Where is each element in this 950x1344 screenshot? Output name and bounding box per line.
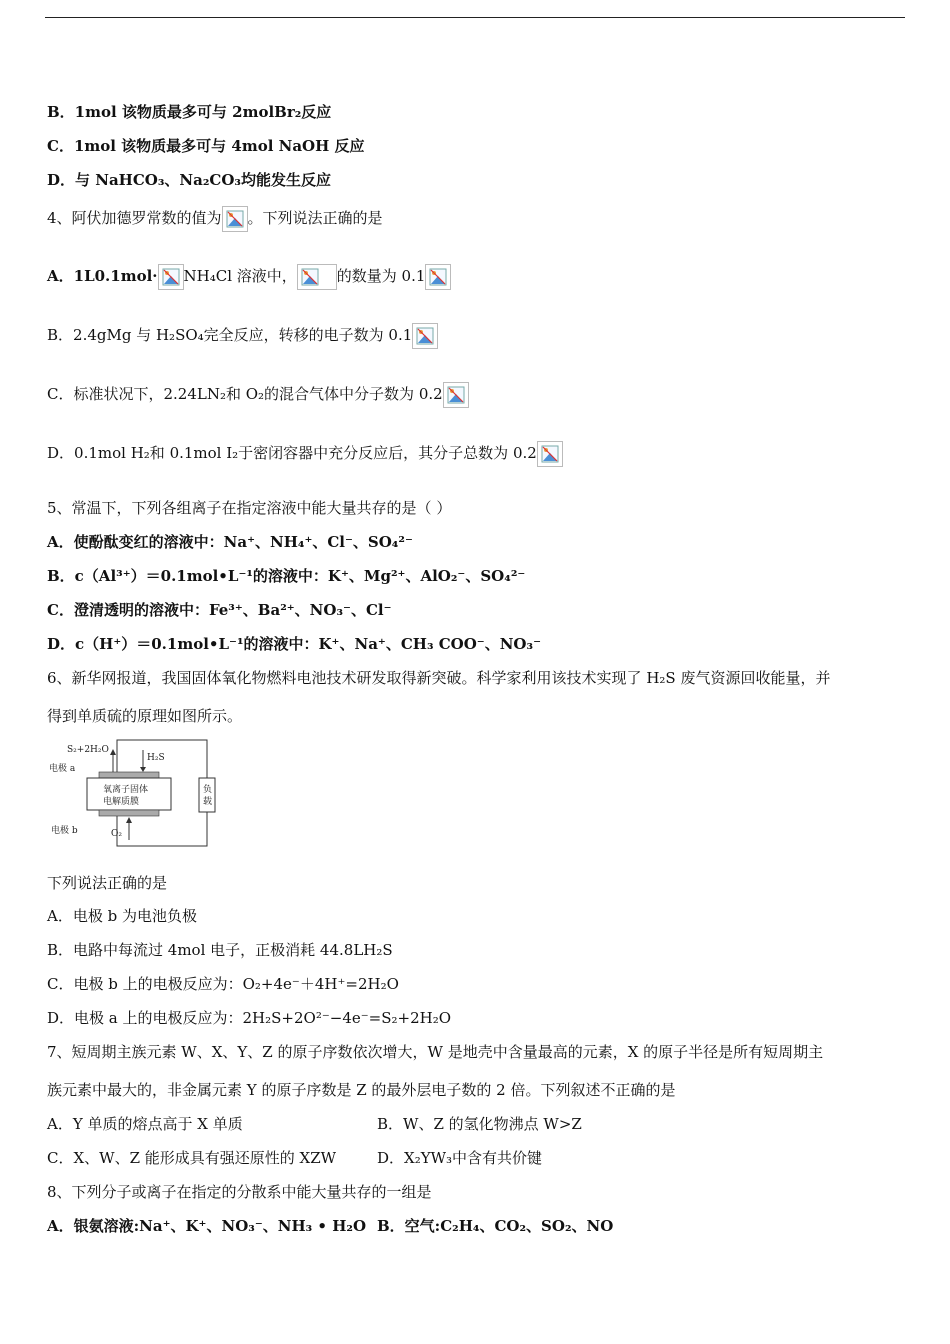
- q5-stem: 5、常温下，下列各组离子在指定溶液中能大量共存的是（ ）: [47, 499, 452, 517]
- q4-option-c-text: C．标准状况下，2.24LN₂和 O₂的混合气体中分子数为 0.2: [47, 385, 443, 403]
- missing-image-icon: [537, 441, 563, 467]
- q4-stem: [47, 206, 383, 232]
- q5-option-c: C．澄清透明的溶液中：Fe³⁺、Ba²⁺、NO₃⁻、Cl⁻: [47, 601, 392, 619]
- q6-ask: 下列说法正确的是: [47, 874, 168, 892]
- q4-stem-part2: 。下列说法正确的是: [247, 209, 383, 227]
- fuel-cell-diagram: [47, 738, 217, 853]
- q7-option-c: C．X、W、Z 能形成具有强还原性的 XZW: [47, 1149, 337, 1167]
- q5-option-d: D．c（H⁺）＝0.1mol•L⁻¹的溶液中：K⁺、Na⁺、CH₃ COO⁻、NO₃⁻: [47, 635, 541, 653]
- q8-option-b: B．空气:C₂H₄、CO₂、SO₂、NO: [377, 1217, 614, 1235]
- q7-stem-line1: 7、短周期主族元素 W、X、Y、Z 的原子序数依次增大，W 是地壳中含量最高的元素，X 的原子半径是所有短周期主: [47, 1043, 824, 1061]
- q4-option-a-part2: NH₄Cl 溶液中，: [183, 267, 297, 285]
- q3-option-b: B．1mol 该物质最多可与 2molBr₂反应: [47, 103, 332, 121]
- membrane-label-2: 电解质膜: [103, 797, 140, 807]
- load-label-1: 负: [203, 785, 213, 795]
- q4-option-d: [47, 441, 563, 467]
- q6-option-c: C．电极 b 上的电极反应为：O₂+4e⁻＋4H⁺=2H₂O: [47, 975, 399, 993]
- q6-option-d: D．电极 a 上的电极反应为：2H₂S+2O²⁻−4e⁻=S₂+2H₂O: [47, 1009, 452, 1027]
- top-product-label: S₂+2H₂O: [67, 745, 109, 755]
- q7-option-d: D．X₂YW₃中含有共价键: [377, 1149, 543, 1167]
- q3-option-c: C．1mol 该物质最多可与 4mol NaOH 反应: [47, 137, 365, 155]
- electrode-a-plate: [99, 772, 159, 778]
- q7-stem-line2: 族元素中最大的，非金属元素 Y 的原子序数是 Z 的最外层电子数的 2 倍。下列叙述不正确的是: [47, 1081, 676, 1099]
- electrode-b-label: 电极 b: [51, 826, 78, 836]
- missing-image-icon: [425, 264, 451, 290]
- q4-option-a-part1: A．1L0.1mol·: [47, 267, 158, 285]
- missing-image-icon: [158, 264, 184, 290]
- q7-option-a: A．Y 单质的熔点高于 X 单质: [47, 1115, 243, 1133]
- q8-option-a: A．银氨溶液:Na⁺、K⁺、NO₃⁻、NH₃ • H₂O: [47, 1217, 367, 1235]
- header-rule: [45, 17, 905, 18]
- electrode-b-plate: [99, 810, 159, 816]
- q8-stem: 8、下列分子或离子在指定的分散系中能大量共存的一组是: [47, 1183, 432, 1201]
- q6-option-a: A．电极 b 为电池负极: [47, 907, 197, 925]
- q4-option-b: [47, 323, 438, 349]
- q6-stem-line1: 6、新华网报道，我国固体氧化物燃料电池技术研发取得新突破。科学家利用该技术实现了 H₂S 废气资源回收能量，并: [47, 669, 831, 687]
- missing-image-icon: [297, 264, 337, 290]
- h2s-label: H₂S: [147, 753, 165, 763]
- membrane-label-1: 氧离子固体: [103, 785, 149, 795]
- o2-label: O₂: [111, 829, 122, 839]
- q4-stem-part1: 4、阿伏加德罗常数的值为: [47, 209, 222, 227]
- missing-image-icon: [412, 323, 438, 349]
- q3-option-d: D．与 NaHCO₃、Na₂CO₃均能发生反应: [47, 171, 331, 189]
- q6-stem-line2: 得到单质硫的原理如图所示。: [47, 707, 243, 725]
- q4-option-c: [47, 382, 469, 408]
- missing-image-icon: [222, 206, 248, 232]
- missing-image-icon: [443, 382, 469, 408]
- q5-option-a: A．使酚酞变红的溶液中：Na⁺、NH₄⁺、Cl⁻、SO₄²⁻: [47, 533, 413, 551]
- electrode-a-label: 电极 a: [49, 764, 76, 774]
- q4-option-d-text: D．0.1mol H₂和 0.1mol I₂于密闭容器中充分反应后，其分子总数为 0.2: [47, 444, 537, 462]
- q5-option-b: B．c（Al³⁺）＝0.1mol•L⁻¹的溶液中：K⁺、Mg²⁺、AlO₂⁻、SO₄²⁻: [47, 567, 526, 585]
- q4-option-a: [47, 264, 451, 290]
- q4-option-b-text: B．2.4gMg 与 H₂SO₄完全反应，转移的电子数为 0.1: [47, 326, 413, 344]
- load-label-2: 载: [203, 797, 213, 807]
- q4-option-a-part3: 的数量为 0.1: [336, 267, 426, 285]
- q6-option-b: B．电路中每流过 4mol 电子，正极消耗 44.8LH₂S: [47, 941, 393, 959]
- q7-option-b: B．W、Z 的氢化物沸点 W>Z: [377, 1115, 582, 1133]
